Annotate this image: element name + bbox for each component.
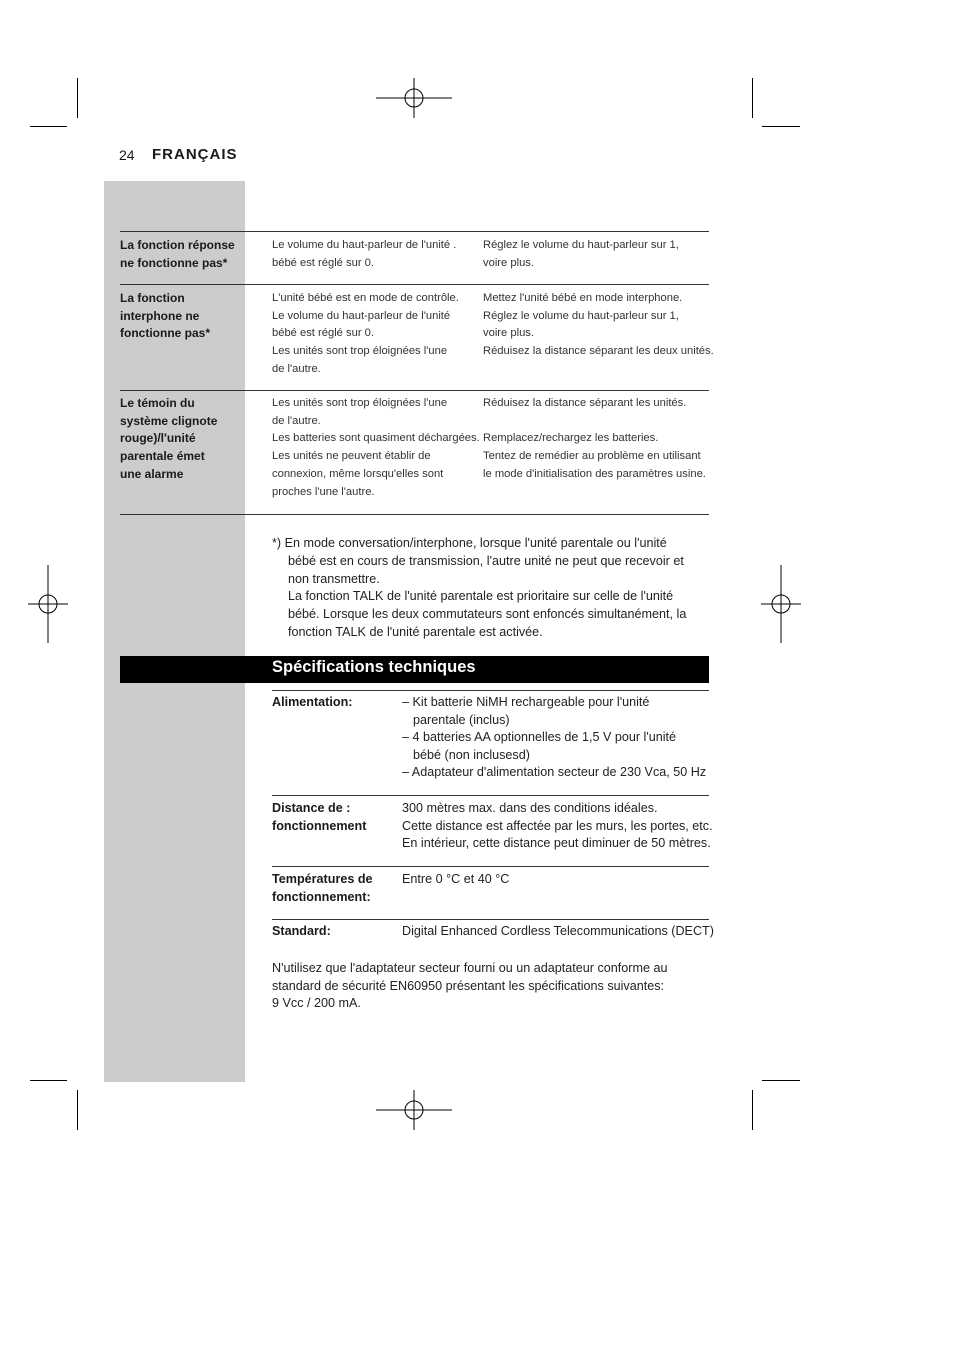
spec-value-range: 300 mètres max. dans des conditions idéales. Cette distance est affectée par les murs, les portes, etc. En intérieur, cette distance peut diminuer de 50 mètres. (402, 801, 713, 851)
solution-cell: Réglez le volume du haut-parleur sur 1, voire plus. (483, 239, 679, 269)
problem-label: La fonction interphone ne fonctionne pas* (120, 291, 211, 341)
spec-label-standard: Standard: (272, 924, 331, 938)
problem-label: Le témoin du système clignote rouge)/l'unité parentale émet une alarme (120, 396, 218, 481)
spec-label-range: Distance de : fonctionnement (272, 801, 367, 833)
section-header-bar (120, 656, 709, 683)
registration-mark-left-icon (28, 565, 68, 643)
footnote: *) En mode conversation/interphone, lorsque l'unité parentale ou l'unité bébé est en cours de transmission, l'autre unité ne peut que recevoir et non transmettre. La fonction TALK de l'unité parentale est prioritaire sur celle de l'unité bébé. Lorsque les deux commutateurs sont enfoncés simultanément, la fonction TALK de l'unité parentale est activée. (272, 536, 687, 639)
page-number: 24 (119, 147, 135, 163)
section-title: Spécifications techniques (272, 658, 476, 676)
spec-label-power: Alimentation: (272, 695, 353, 709)
spec-value-power: – Kit batterie NiMH rechargeable pour l'unité parentale (inclus) – 4 batteries AA optionnelles de 1,5 V pour l'unité bébé (non inclusesd) – Adaptateur d'alimentation secteur de 230 Vca, 50 Hz (402, 695, 707, 780)
registration-mark-bottom-icon (374, 1090, 454, 1130)
solution-cell: Mettez l'unité bébé en mode interphone. Réglez le volume du haut-parleur sur 1, voire plus. Réduisez la distance séparant les deux unités. (483, 292, 714, 358)
problem-label: La fonction réponse ne fonctionne pas* (120, 238, 235, 270)
adapter-note: N'utilisez que l'adaptateur secteur fourni ou un adaptateur conforme au standard de sécurité EN60950 présentant les spécifications suivantes: 9 Vcc / 200 mA. (272, 961, 668, 1011)
cause-cell: Le volume du haut-parleur de l'unité . bébé est réglé sur 0. (272, 239, 457, 269)
solution-cell: Réduisez la distance séparant les unités. Remplacez/rechargez les batteries. Tentez de remédier au problème en utilisant le mode d'initialisation des paramètres usine. (483, 397, 706, 480)
registration-mark-right-icon (761, 565, 801, 643)
spec-label-temperature: Températures de fonctionnement: (272, 872, 373, 904)
registration-mark-top-icon (374, 78, 454, 118)
spec-value-standard: Digital Enhanced Cordless Telecommunications (DECT) (402, 924, 714, 938)
cause-cell: L'unité bébé est en mode de contrôle. Le volume du haut-parleur de l'unité bébé est réglé sur 0. Les unités sont trop éloignées l'une de l'autre. (272, 292, 459, 375)
language-heading: FRANÇAIS (152, 146, 238, 163)
footnote-marker: *) (272, 536, 282, 550)
cause-cell: Les unités sont trop éloignées l'une de l'autre. Les batteries sont quasiment déchargées. Les unités ne peuvent établir de connexion, même lorsqu'elles sont proches l'une l'autre. (272, 397, 480, 498)
spec-value-temperature: Entre 0 °C et 40 °C (402, 872, 510, 886)
